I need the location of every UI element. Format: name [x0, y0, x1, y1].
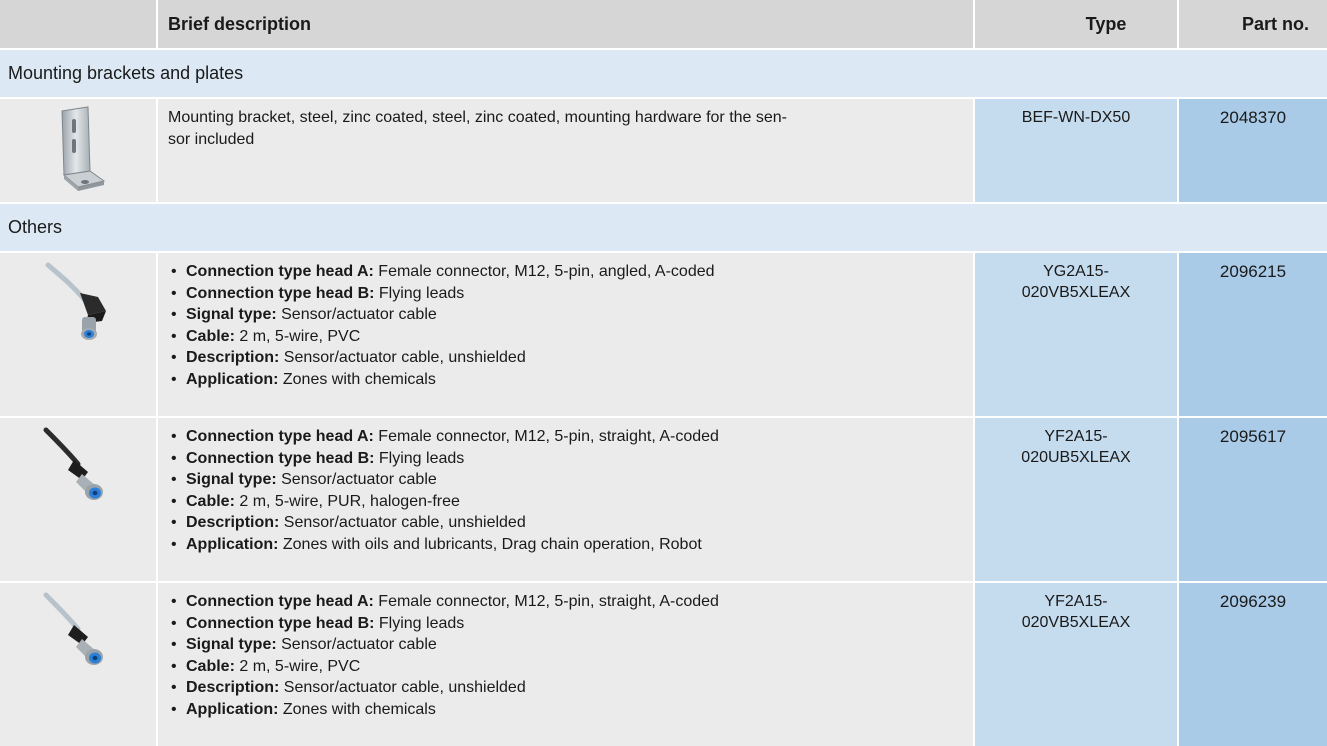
list-item: • Description: Sensor/actuator cable, unshielded — [168, 677, 963, 699]
feature-list — [168, 261, 963, 390]
table-header — [0, 0, 1327, 48]
straight-cable-connector-image — [0, 583, 156, 746]
row-type — [975, 583, 1177, 746]
type-line: YF2A15- — [1044, 428, 1108, 445]
table-row — [0, 583, 1327, 746]
section-title: Others — [0, 204, 1327, 251]
list-item: • Signal type: Sensor/actuator cable — [168, 634, 963, 656]
list-item: • Cable: 2 m, 5-wire, PVC — [168, 326, 963, 348]
type-line: YG2A15- — [1043, 263, 1109, 280]
list-item: • Connection type head A: Female connector, M12, 5-pin, straight, A-coded — [168, 426, 963, 448]
row-type — [975, 253, 1177, 416]
header-brief-description: Brief description — [158, 0, 973, 48]
type-line: 020VB5XLEAX — [1021, 614, 1131, 631]
list-item: • Connection type head A: Female connector, M12, 5-pin, angled, A-coded — [168, 261, 963, 283]
row-type — [975, 99, 1177, 202]
type-line: YF2A15- — [1044, 593, 1108, 610]
angled-cable-connector-image — [0, 253, 156, 416]
table-row — [0, 253, 1327, 416]
header-type: Type — [975, 0, 1177, 48]
section-title: Mounting brackets and plates — [0, 50, 1327, 97]
row-part-no: 2048370 — [1179, 99, 1327, 202]
list-item: • Cable: 2 m, 5-wire, PUR, halogen-free — [168, 491, 963, 513]
row-description — [158, 253, 973, 416]
list-item: • Application: Zones with oils and lubricants, Drag chain operation, Robot — [168, 534, 963, 556]
list-item: • Signal type: Sensor/actuator cable — [168, 469, 963, 491]
row-part-no: 2096239 — [1179, 583, 1327, 746]
list-item: • Application: Zones with chemicals — [168, 699, 963, 721]
type-line: 020VB5XLEAX — [1021, 284, 1131, 301]
type-line: BEF-WN-DX50 — [1021, 109, 1131, 126]
list-item: • Connection type head B: Flying leads — [168, 283, 963, 305]
type-line: 020UB5XLEAX — [1021, 449, 1131, 466]
row-part-no: 2095617 — [1179, 418, 1327, 581]
table-row — [0, 99, 1327, 202]
list-item: • Connection type head B: Flying leads — [168, 448, 963, 470]
feature-list — [168, 426, 963, 555]
row-part-no: 2096215 — [1179, 253, 1327, 416]
row-description: Mounting bracket, steel, zinc coated, steel, zinc coated, mounting hardware for the sen- sor included — [158, 99, 973, 202]
row-type — [975, 418, 1177, 581]
row-description — [158, 583, 973, 746]
list-item: • Connection type head B: Flying leads — [168, 613, 963, 635]
header-part-no: Part no. — [1179, 0, 1327, 48]
list-item: • Application: Zones with chemicals — [168, 369, 963, 391]
list-item: • Cable: 2 m, 5-wire, PVC — [168, 656, 963, 678]
row-description — [158, 418, 973, 581]
list-item: • Description: Sensor/actuator cable, unshielded — [168, 347, 963, 369]
list-item: • Signal type: Sensor/actuator cable — [168, 304, 963, 326]
header-image-cell — [0, 0, 156, 48]
feature-list — [168, 591, 963, 720]
table-row — [0, 418, 1327, 581]
list-item: • Description: Sensor/actuator cable, unshielded — [168, 512, 963, 534]
list-item: • Connection type head A: Female connector, M12, 5-pin, straight, A-coded — [168, 591, 963, 613]
mounting-bracket-image — [0, 99, 156, 202]
straight-cable-connector-image — [0, 418, 156, 581]
